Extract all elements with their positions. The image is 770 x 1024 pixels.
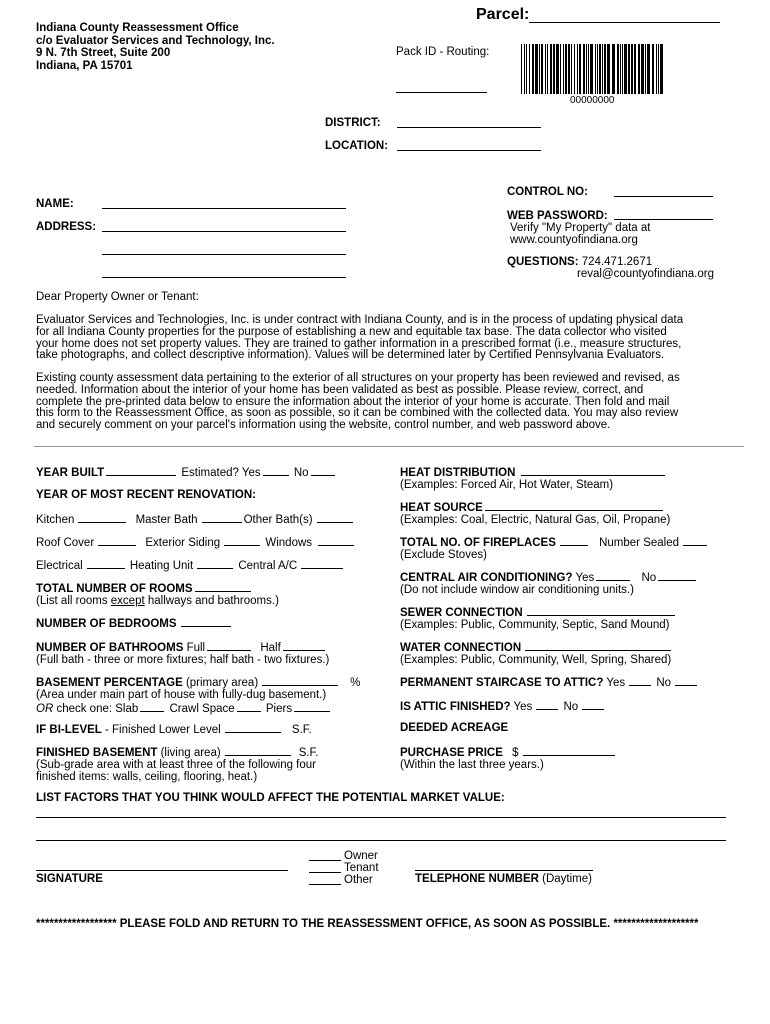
- attic-label: IS ATTIC FINISHED?: [400, 701, 511, 713]
- fb-note-1: (Sub-grade area with at least three of the following four: [36, 759, 316, 771]
- finished-basement-block: [36, 745, 319, 783]
- questions-block: [507, 256, 652, 268]
- attic-yes-field[interactable]: [536, 699, 558, 710]
- verify-text: [510, 222, 650, 246]
- heat-source-field[interactable]: [485, 500, 663, 511]
- window-units-note: (Do not include window air conditioning units.): [400, 584, 634, 596]
- staircase-yes-label: Yes: [606, 677, 626, 689]
- half-bath-field[interactable]: [283, 640, 325, 651]
- parcel-field[interactable]: [529, 22, 720, 23]
- heat-distribution-field[interactable]: [521, 465, 665, 476]
- list-rooms-a: (List all rooms: [36, 595, 111, 607]
- roof-cover-field[interactable]: [98, 535, 136, 546]
- piers-label: Piers: [265, 703, 293, 715]
- windows-label: Windows: [265, 537, 313, 549]
- owner-label: Owner: [344, 850, 378, 862]
- fireplaces-field[interactable]: [560, 535, 588, 546]
- attic-yes-label: Yes: [513, 701, 533, 713]
- para1-line: your home does not set property values. They are trained to gather information in a prescribed format (i.e., measure structures,: [36, 337, 682, 350]
- staircase-no-label: No: [656, 677, 672, 689]
- bilevel-label: IF BI-LEVEL: [36, 724, 102, 736]
- bilevel-field[interactable]: [225, 722, 281, 733]
- estimated-yes-field[interactable]: [263, 465, 289, 476]
- acreage-label: DEEDED ACREAGE: [400, 722, 509, 734]
- list-rooms-c: hallways and bathrooms.): [144, 595, 279, 607]
- water-field[interactable]: [525, 640, 671, 651]
- para2-line: complete the pre-printed data below to ensure the information about the interior of your home is accurate. Then fold and mail: [36, 395, 670, 408]
- basement-note: (Area under main part of house with fully-dug basement.): [36, 689, 327, 701]
- footer-instruction: ****************** PLEASE FOLD AND RETURN TO THE REASSESSMENT OFFICE, AS SOON AS POSSIBLE. *******************: [36, 918, 699, 930]
- year-built-field[interactable]: [106, 465, 176, 476]
- staircase-row: [400, 675, 699, 690]
- heat-source-block: [400, 500, 670, 526]
- office-line-2: c/o Evaluator Services and Technology, Inc.: [36, 34, 275, 47]
- dollar-sign: $: [512, 747, 519, 759]
- para2-line: needed. Information about the interior of your home has been validated as best as possible. Please review, correct, and: [36, 383, 644, 396]
- primary-area-label: (primary area): [182, 677, 259, 689]
- pct-sign: %: [350, 677, 361, 689]
- full-bath-field[interactable]: [207, 640, 251, 651]
- address-field-3[interactable]: [102, 277, 346, 278]
- purchase-field[interactable]: [523, 745, 615, 756]
- half-label: Half: [260, 642, 281, 654]
- office-address: [36, 22, 275, 72]
- factors-line-1[interactable]: [36, 817, 726, 818]
- salutation: Dear Property Owner or Tenant:: [36, 291, 199, 303]
- year-built-row: [36, 465, 337, 480]
- master-bath-field[interactable]: [202, 512, 242, 523]
- address-field-1[interactable]: [102, 231, 346, 232]
- sewer-field[interactable]: [527, 605, 675, 616]
- fireplaces-label: TOTAL NO. OF FIREPLACES: [400, 537, 556, 549]
- or-label: OR: [36, 703, 54, 715]
- daytime-label: (Daytime): [538, 873, 592, 885]
- finished-basement-field[interactable]: [225, 745, 291, 756]
- central-air-block: [400, 570, 698, 596]
- divider: [34, 446, 744, 447]
- heating-unit-label: Heating Unit: [129, 560, 194, 572]
- electrical-row: [36, 558, 345, 573]
- estimated-no-field[interactable]: [311, 465, 335, 476]
- signature-label: SIGNATURE: [36, 873, 103, 885]
- central-ac-field[interactable]: [301, 558, 343, 569]
- exclude-stoves: (Exclude Stoves): [400, 549, 487, 561]
- questions-phone: 724.471.2671: [581, 256, 653, 268]
- bilevel-row: [36, 722, 312, 737]
- slab-field[interactable]: [140, 701, 164, 712]
- para2-line: this form to the Reassessment Office, as soon as possible, so it can be combined with the collected data. You may also review: [36, 407, 679, 420]
- address-field-2[interactable]: [102, 254, 346, 255]
- factors-label: LIST FACTORS THAT YOU THINK WOULD AFFECT THE POTENTIAL MARKET VALUE:: [36, 792, 505, 804]
- paragraph-1: [36, 315, 683, 362]
- para1-line: take photographs, and collect descriptive information). Values will be determined later by Certified Pennsylvania Evaluators.: [36, 349, 665, 362]
- para1-line: Evaluator Services and Technologies, Inc. is under contract with Indiana County, and is in the process of updating physical data: [36, 314, 684, 326]
- heat-distribution-examples: (Examples: Forced Air, Hot Water, Steam): [400, 479, 614, 491]
- barcode-icon: [521, 44, 663, 94]
- telephone-field[interactable]: [415, 870, 593, 871]
- estimated-label: Estimated? Yes: [181, 467, 261, 479]
- location-field[interactable]: [397, 150, 541, 151]
- attic-no-label: No: [563, 701, 579, 713]
- central-air-no-label: No: [641, 572, 657, 584]
- fb-note-2: finished items: walls, ceiling, flooring, heat.): [36, 771, 258, 783]
- pack-id-field[interactable]: [396, 92, 487, 93]
- central-air-no-field[interactable]: [658, 570, 696, 581]
- name-field[interactable]: [102, 208, 346, 209]
- purchase-label: PURCHASE PRICE: [400, 747, 503, 759]
- electrical-field[interactable]: [87, 558, 125, 569]
- exterior-siding-label: Exterior Siding: [145, 537, 221, 549]
- basement-pct-field[interactable]: [262, 675, 338, 686]
- bathrooms-label: NUMBER OF BATHROOMS: [36, 642, 184, 654]
- web-password-field[interactable]: [614, 219, 713, 220]
- tenant-label: Tenant: [344, 862, 379, 874]
- central-air-yes-field[interactable]: [596, 570, 630, 581]
- heat-distribution-label: HEAT DISTRIBUTION: [400, 467, 516, 479]
- sewer-label: SEWER CONNECTION: [400, 607, 523, 619]
- location-label: LOCATION:: [325, 140, 389, 152]
- estimated-no-label: No: [293, 467, 309, 479]
- finished-basement-label: FINISHED BASEMENT: [36, 747, 158, 759]
- kitchen-row: [36, 512, 355, 527]
- kitchen-label: Kitchen: [36, 514, 75, 526]
- water-label: WATER CONNECTION: [400, 642, 522, 654]
- control-no-label: CONTROL NO:: [507, 186, 588, 198]
- other-label: Other: [344, 874, 373, 886]
- electrical-label: Electrical: [36, 560, 83, 572]
- roof-row: [36, 535, 356, 550]
- total-rooms-field[interactable]: [195, 581, 251, 592]
- heat-distribution-block: [400, 465, 667, 491]
- sewer-examples: (Examples: Public, Community, Septic, Sand Mound): [400, 619, 670, 631]
- heating-unit-field[interactable]: [197, 558, 233, 569]
- heat-source-examples: (Examples: Coal, Electric, Natural Gas, Oil, Propane): [400, 514, 671, 526]
- piers-field[interactable]: [294, 701, 330, 712]
- paragraph-2: [36, 373, 680, 432]
- fireplaces-block: [400, 535, 709, 561]
- other-baths-field[interactable]: [317, 512, 353, 523]
- bathrooms-block: [36, 640, 329, 666]
- staircase-yes-field[interactable]: [629, 675, 651, 686]
- windows-field[interactable]: [318, 535, 354, 546]
- bilevel-rest: - Finished Lower Level: [101, 724, 221, 736]
- office-line-3: 9 N. 7th Street, Suite 200: [36, 47, 171, 59]
- crawl-space-label: Crawl Space: [169, 703, 235, 715]
- factors-line-2[interactable]: [36, 840, 726, 841]
- control-no-field[interactable]: [614, 196, 713, 197]
- exterior-siding-field[interactable]: [224, 535, 260, 546]
- water-examples: (Examples: Public, Community, Well, Spring, Shared): [400, 654, 672, 666]
- signature-field[interactable]: [36, 870, 288, 871]
- bedrooms-field[interactable]: [181, 616, 231, 627]
- tenant-check-field[interactable]: [309, 872, 341, 873]
- total-rooms-block: [36, 581, 279, 607]
- address-label: ADDRESS:: [36, 221, 97, 233]
- bath-note: (Full bath - three or more fixtures; half bath - two fixtures.): [36, 654, 330, 666]
- check-one-label: check one: Slab: [53, 703, 139, 715]
- master-bath-label: Master Bath: [135, 514, 198, 526]
- list-rooms-except: except: [110, 595, 145, 607]
- central-air-yes-label: Yes: [575, 572, 595, 584]
- roof-cover-label: Roof Cover: [36, 537, 95, 549]
- central-ac-label: Central A/C: [238, 560, 298, 572]
- kitchen-field[interactable]: [78, 512, 126, 523]
- crawl-space-field[interactable]: [237, 701, 261, 712]
- finished-basement-sf: S.F.: [298, 747, 319, 759]
- other-baths-label: Other Bath(s): [243, 514, 313, 526]
- bedrooms-label: NUMBER OF BEDROOMS: [36, 618, 177, 630]
- purchase-note: (Within the last three years.): [400, 759, 544, 771]
- bedrooms-row: [36, 616, 233, 631]
- office-line-1: Indiana County Reassessment Office: [36, 22, 239, 34]
- living-area-label: (living area): [157, 747, 221, 759]
- purchase-block: [400, 745, 617, 771]
- other-check-field[interactable]: [309, 884, 341, 885]
- para2-line: and securely comment on your parcel's information using the website, control number, and web password above.: [36, 419, 611, 432]
- questions-label: QUESTIONS:: [507, 256, 579, 268]
- full-label: Full: [186, 642, 206, 654]
- barcode-number: 00000000: [570, 95, 615, 106]
- number-sealed-label: Number Sealed: [599, 537, 680, 549]
- name-label: NAME:: [36, 198, 74, 210]
- owner-check-field[interactable]: [309, 860, 341, 861]
- attic-row: [400, 699, 606, 714]
- year-built-label: YEAR BUILT: [36, 467, 105, 479]
- para2-line: Existing county assessment data pertaining to the exterior of all structures on your property has been reviewed and revised, as: [36, 372, 680, 384]
- water-block: [400, 640, 673, 666]
- basement-pct-label: BASEMENT PERCENTAGE: [36, 677, 183, 689]
- telephone-label: TELEPHONE NUMBER: [415, 873, 539, 885]
- pack-id-label: Pack ID - Routing:: [396, 46, 490, 58]
- number-sealed-field[interactable]: [683, 535, 707, 546]
- verify-url: www.countyofindiana.org: [510, 234, 638, 246]
- staircase-label: PERMANENT STAIRCASE TO ATTIC?: [400, 677, 604, 689]
- para1-line: for all Indiana County properties for the purpose of establishing a new and equitable tax base. The data collector who visited: [36, 325, 667, 338]
- renovation-label: YEAR OF MOST RECENT RENOVATION:: [36, 489, 256, 501]
- total-rooms-label: TOTAL NUMBER OF ROOMS: [36, 583, 193, 595]
- parcel-label: Parcel:: [476, 6, 530, 23]
- verify-line-1: Verify "My Property" data at: [510, 222, 651, 234]
- heat-source-label: HEAT SOURCE: [400, 502, 483, 514]
- district-field[interactable]: [397, 127, 541, 128]
- sewer-block: [400, 605, 677, 631]
- web-password-label: WEB PASSWORD:: [507, 210, 608, 222]
- basement-block: [36, 675, 360, 715]
- district-label: DISTRICT:: [325, 117, 381, 129]
- telephone-label-row: [415, 873, 592, 886]
- central-air-label: CENTRAL AIR CONDITIONING?: [400, 572, 573, 584]
- questions-email: reval@countyofindiana.org: [577, 268, 714, 280]
- office-line-4: Indiana, PA 15701: [36, 59, 133, 72]
- attic-no-field[interactable]: [582, 699, 604, 710]
- bilevel-sf: S.F.: [291, 724, 312, 736]
- staircase-no-field[interactable]: [675, 675, 697, 686]
